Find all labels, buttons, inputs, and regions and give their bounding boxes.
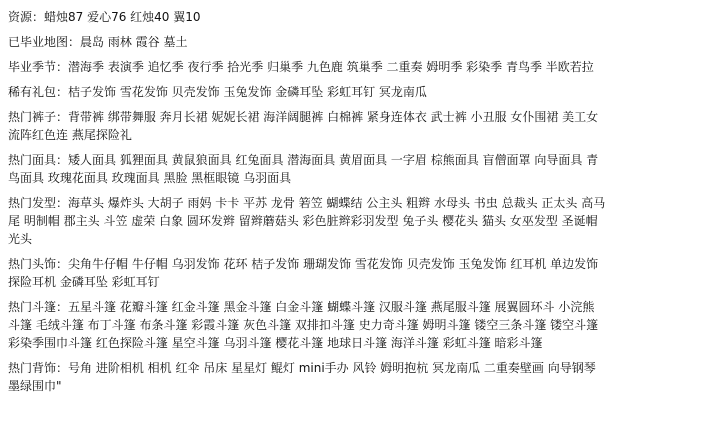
section-resources bbox=[8, 8, 700, 26]
hot-capes-line-2: 斗篷 毛绒斗篷 布丁斗篷 布条斗篷 彩霞斗篷 灰色斗篷 双排扣斗篷 史力奇斗篷 姆明斗篷 镂空三条斗篷 镂空斗篷 bbox=[8, 318, 599, 332]
resources-line-1: 资源：蜡烛87 爱心76 红烛40 翼10 bbox=[8, 10, 201, 24]
hot-capes-line-1: 热门斗篷：五星斗篷 花瓣斗篷 红金斗篷 黑金斗篷 白金斗篷 蝴蝶斗篷 汉服斗篷 燕尾服斗篷 展翼圆环斗 小浣熊 bbox=[8, 300, 595, 314]
rare-gifts-line-1: 稀有礼包：桔子发饰 雪花发饰 贝壳发饰 玉兔发饰 金磷耳坠 彩虹耳钉 冥龙南瓜 bbox=[8, 85, 427, 99]
hot-masks-line-1: 热门面具：矮人面具 狐狸面具 黄鼠狼面具 红兔面具 潜海面具 黄眉面具 一字眉 棕熊面具 盲僧面罩 向导面具 青 bbox=[8, 153, 599, 167]
section-hot-masks bbox=[8, 151, 700, 187]
graduation-seasons-line-1: 毕业季节：潜海季 表演季 追忆季 夜行季 拾光季 归巢季 九色鹿 筑巢季 二重奏 姆明季 彩染季 青鸟季 半欧若拉 bbox=[8, 60, 594, 74]
section-rare-gifts bbox=[8, 83, 700, 101]
hot-pants-line-1: 热门裤子：背带裤 绑带舞服 奔月长裙 妮妮长裙 海洋阔腿裤 白棉裤 紧身连体衣 武士裤 小丑服 女仆围裙 美工女 bbox=[8, 110, 599, 124]
hot-headwear-line-2: 探险耳机 金磷耳坠 彩虹耳钉 bbox=[8, 275, 160, 289]
section-hot-back-items bbox=[8, 359, 700, 395]
section-hot-headwear bbox=[8, 255, 700, 291]
section-graduation-seasons bbox=[8, 58, 700, 76]
graduation-maps-line-1: 已毕业地图：晨岛 雨林 霞谷 墓土 bbox=[8, 35, 188, 49]
section-graduation-maps bbox=[8, 33, 700, 51]
hot-hair-line-1: 热门发型：海草头 爆炸头 大胡子 雨妈 卡卡 平苏 龙骨 箬笠 蝴蝶结 公主头 粗辫 水母头 书虫 总裁头 正太头 高马 bbox=[8, 196, 606, 210]
hot-hair-line-3: 光头 bbox=[8, 232, 33, 246]
section-hot-capes bbox=[8, 298, 700, 352]
hot-hair-line-2: 尾 明制帽 郡主头 斗笠 虚荣 白象 圆环发辫 留辫蘑菇头 彩色脏辫彩羽发型 兔子头 樱花头 猫头 女巫发型 圣诞帽 bbox=[8, 214, 598, 228]
hot-pants-line-2: 流阵红色连 燕尾探险礼 bbox=[8, 128, 132, 142]
hot-capes-line-3: 彩染季围巾斗篷 红色探险斗篷 星空斗篷 乌羽斗篷 樱花斗篷 地球日斗篷 海洋斗篷 彩虹斗篷 暗彩斗篷 bbox=[8, 336, 543, 350]
hot-headwear-line-1: 热门头饰：尖角牛仔帽 牛仔帽 乌羽发饰 花环 桔子发饰 珊瑚发饰 雪花发饰 贝壳发饰 玉兔发饰 红耳机 单边发饰 bbox=[8, 257, 599, 271]
hot-back-items-line-2: 墨绿围巾" bbox=[8, 379, 62, 393]
section-hot-pants bbox=[8, 108, 700, 144]
hot-masks-line-2: 鸟面具 玫瑰花面具 玫瑰面具 黑脸 黑框眼镜 乌羽面具 bbox=[8, 171, 292, 185]
section-hot-hair bbox=[8, 194, 700, 248]
hot-back-items-line-1: 热门背饰：号角 进阶相机 相机 红伞 吊床 星星灯 鲲灯 mini手办 风铃 姆明抱杭 冥龙南瓜 二重奏壁画 向导钢琴 bbox=[8, 361, 596, 375]
